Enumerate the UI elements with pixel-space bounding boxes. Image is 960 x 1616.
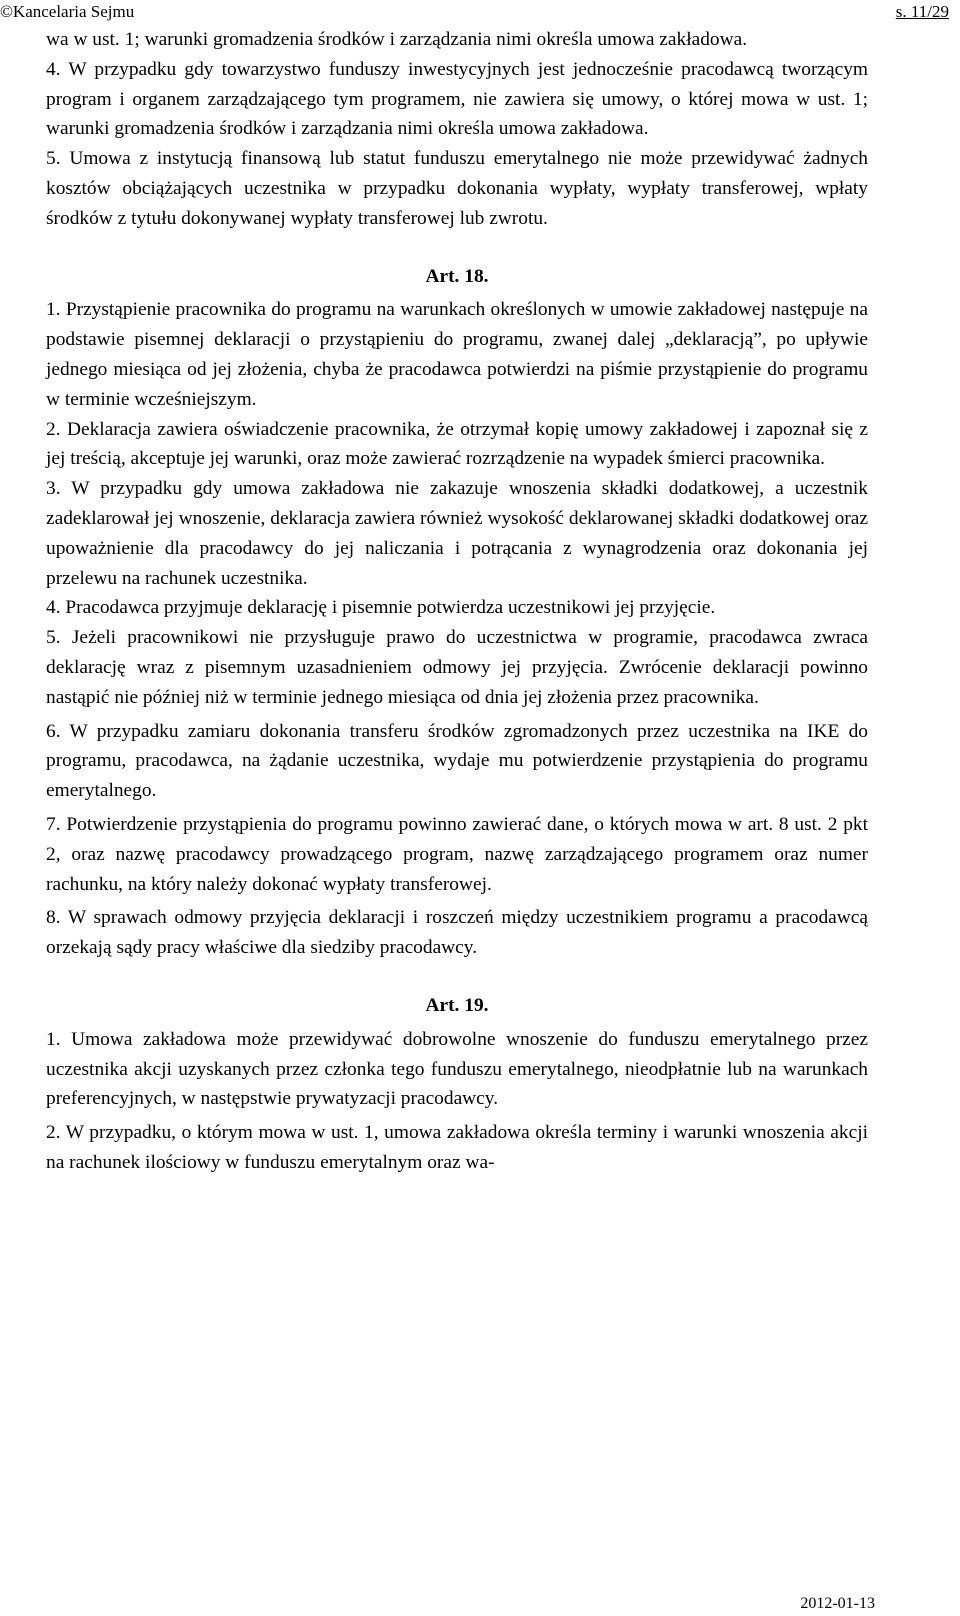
paragraph-continuation: wa w ust. 1; warunki gromadzenia środków i zarządzania nimi określa umowa zakładowa. (46, 29, 748, 50)
paragraph-19-1: 1. Umowa zakładowa może przewidywać dobrowolne wnoszenie do funduszu emerytalnego przez uczestnika akcji uzyskanych przez członka tego funduszu emerytalnego, nieodpłatnie lub na warunkach preferencyjnych, w następstwie prywatyzacji pracodawcy. (46, 1028, 868, 1110)
article-18-heading: Art. 18. (425, 265, 489, 287)
paragraph-17-5: 5. Umowa z instytucją finansową lub statut funduszu emerytalnego nie może przewidywać żadnych kosztów obciążających uczestnika w przypadku dokonania wypłaty, wypłaty transferowej, wpłaty środków z tytułu dokonywanej wypłaty transferowej lub zwrotu. (46, 148, 868, 229)
header-source: ©Kancelaria Sejmu (0, 2, 135, 21)
document-body (46, 25, 868, 1178)
header-page-number: s. 11/29 (895, 2, 949, 21)
paragraph-18-5: 5. Jeżeli pracownikowi nie przysługuje prawo do uczestnictwa w programie, pracodawca zwraca deklarację wraz z pisemnym uzasadnieniem odmowy jej przyjęcia. Zwrócenie deklaracji powinno nastąpić nie później niż w terminie jednego miesiąca od dnia jej złożenia przez pracownika. (46, 627, 868, 708)
paragraph-17-4: 4. W przypadku gdy towarzystwo funduszy inwestycyjnych jest jednocześnie pracodawcą tworzącym program i organem zarządzającego tym programem, nie zawiera się umowy, o której mowa w ust. 1; warunki gromadzenia środków i zarządzania nimi określa umowa zakładowa. (46, 58, 868, 140)
paragraph-18-6: 6. W przypadku zamiaru dokonania transferu środków zgromadzonych przez uczestnika na IKE do programu, pracodawca, na żądanie uczestnika, wydaje mu potwierdzenie przystąpienia do programu emerytalnego. (46, 720, 868, 802)
footer-date: 2012-01-13 (800, 1595, 875, 1612)
paragraph-18-7: 7. Potwierdzenie przystąpienia do programu powinno zawierać dane, o których mowa w art. 8 ust. 2 pkt 2, oraz nazwę pracodawcy prowadzącego program, nazwę zarządzającego programem oraz numer rachunku, na który należy dokonać wypłaty transferowej. (46, 813, 868, 895)
paragraph-18-2: 2. Deklaracja zawiera oświadczenie pracownika, że otrzymał kopię umowy zakładowej i zapoznał się z jej treścią, akceptuje jej warunki, oraz może zawierać rozrządzenie na wypadek śmierci pracownika. (46, 418, 868, 470)
paragraph-19-2: 2. W przypadku, o którym mowa w ust. 1, umowa zakładowa określa terminy i warunki wnoszenia akcji na rachunek ilościowy w funduszu emerytalnym oraz wa- (46, 1122, 868, 1173)
article-19-heading: Art. 19. (425, 994, 489, 1016)
paragraph-18-8: 8. W sprawach odmowy przyjęcia deklaracji i roszczeń między uczestnikiem programu a pracodawcą orzekają sądy pracy właściwe dla siedziby pracodawcy. (46, 907, 868, 959)
paragraph-18-1: 1. Przystąpienie pracownika do programu na warunkach określonych w umowie zakładowej następuje na podstawie pisemnej deklaracji o przystąpieniu do programu, zwanej dalej „deklaracją”, po upływie jednego miesiąca od jej złożenia, chyba że pracodawca potwierdzi na piśmie przystąpienie do programu w terminie wcześniejszym. (46, 299, 868, 410)
paragraph-18-4: 4. Pracodawca przyjmuje deklarację i pisemnie potwierdza uczestnikowi jej przyjęcie. (46, 597, 716, 619)
paragraph-18-3: 3. W przypadku gdy umowa zakładowa nie zakazuje wnoszenia składki dodatkowej, a uczestnik zadeklarował jej wnoszenie, deklaracja zawiera również wysokość deklarowanej składki dodatkowej oraz upoważnienie dla pracodawcy do jej naliczania i potrącania z wynagrodzenia oraz dokonania jej przelewu na rachunek uczestnika. (46, 478, 868, 589)
